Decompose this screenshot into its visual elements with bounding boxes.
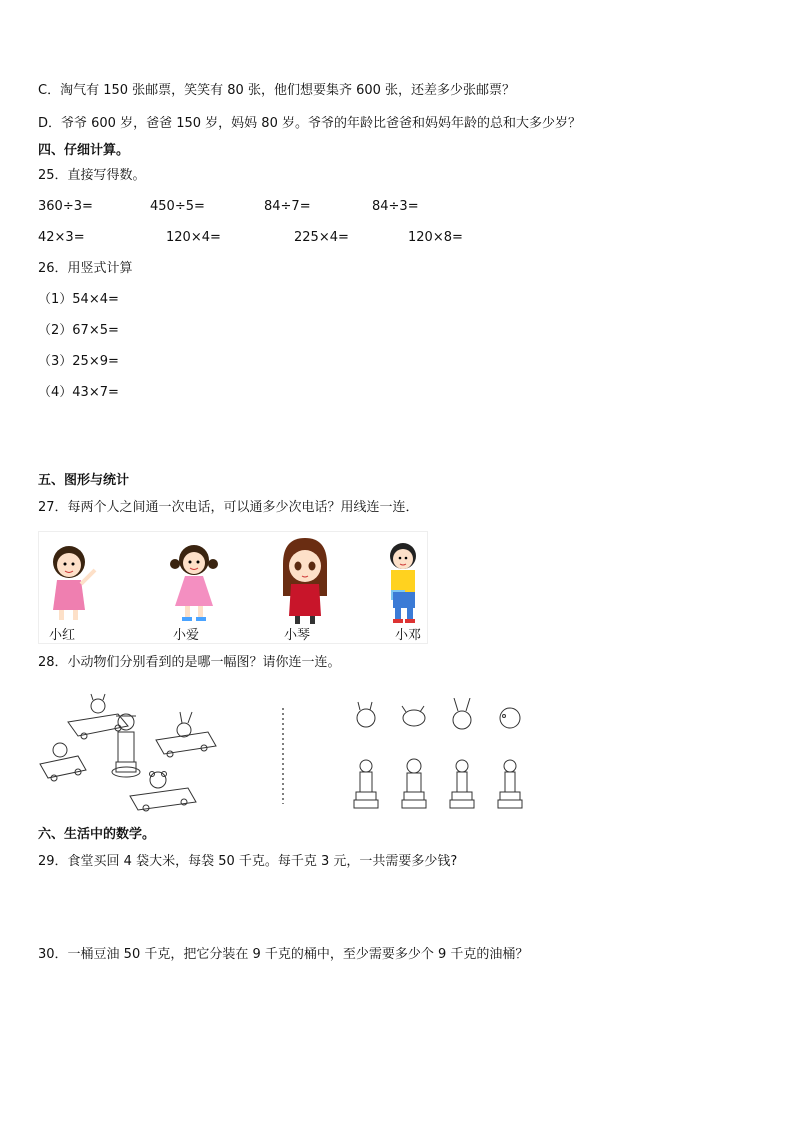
calc-cell: 120×4= <box>166 230 221 245</box>
animal-heads-row-image <box>352 698 528 736</box>
calc-cell: 450÷5= <box>150 199 205 214</box>
children-figure <box>38 531 428 644</box>
child-name-label: 小邓 <box>395 628 422 643</box>
pedestal-figures-row-image <box>352 758 528 812</box>
question-30: 30．一桶豆油 50 千克，把它分装在 9 千克的桶中，至少需要多少个 9 千克的油桶？ <box>38 947 529 962</box>
child-name-label: 小红 <box>49 628 76 643</box>
section-4-heading: 四、仔细计算。 <box>38 143 130 158</box>
child-name-label: 小琴 <box>284 628 311 643</box>
animals-cars-scene-image <box>38 692 224 812</box>
section-5-heading: 五、图形与统计 <box>38 473 130 488</box>
calc-cell: 84÷3= <box>372 199 419 214</box>
calc-cell: 225×4= <box>294 230 349 245</box>
question-25: 25．直接写得数。 <box>38 168 146 183</box>
boy-xiaodeng-image <box>383 538 427 624</box>
girl-xiaoqin-image <box>277 536 333 626</box>
dotted-divider <box>281 708 285 804</box>
question-28: 28．小动物们分别看到的是哪一幅图？请你连一连。 <box>38 655 341 670</box>
vertical-calc-item: （2）67×5= <box>38 323 119 338</box>
question-24d: D．爷爷 600 岁，爸爸 150 岁，妈妈 80 岁。爷爷的年龄比爸爸和妈妈年龄的总和大多少岁？ <box>38 116 581 131</box>
calc-cell: 120×8= <box>408 230 463 245</box>
girl-xiaohong-image <box>43 538 101 624</box>
calc-cell: 84÷7= <box>264 199 311 214</box>
question-26: 26．用竖式计算 <box>38 261 133 276</box>
vertical-calc-item: （4）43×7= <box>38 385 119 400</box>
child-name-label: 小爱 <box>173 628 200 643</box>
girl-xiaoai-image <box>167 540 221 624</box>
calc-cell: 42×3= <box>38 230 85 245</box>
vertical-calc-item: （1）54×4= <box>38 292 119 307</box>
question-27: 27．每两个人之间通一次电话，可以通多少次电话？用线连一连． <box>38 500 419 515</box>
calc-cell: 360÷3= <box>38 199 93 214</box>
question-29: 29．食堂买回 4 袋大米，每袋 50 千克。每千克 3 元，一共需要多少钱? <box>38 854 458 869</box>
section-6-heading: 六、生活中的数学。 <box>38 827 156 842</box>
vertical-calc-item: （3）25×9= <box>38 354 119 369</box>
question-24c: C．淘气有 150 张邮票，笑笑有 80 张，他们想要集齐 600 张，还差多少张邮票？ <box>38 83 516 98</box>
